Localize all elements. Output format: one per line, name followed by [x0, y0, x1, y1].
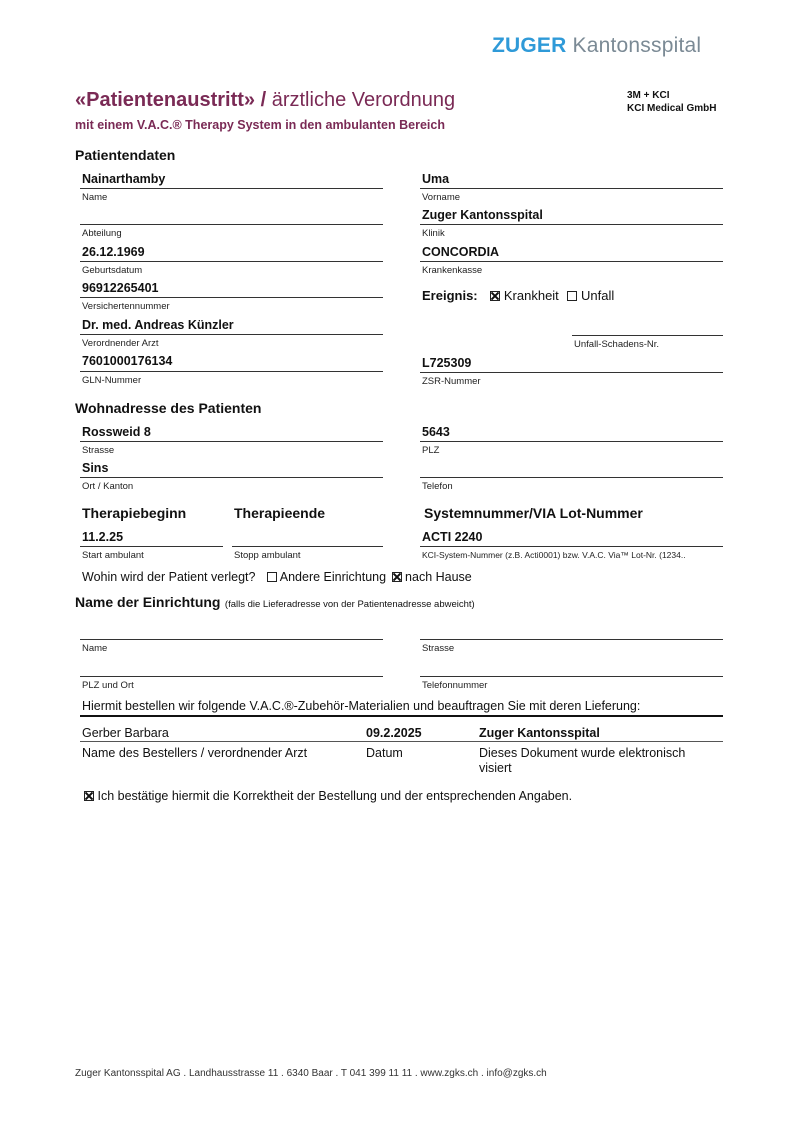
confirm-label: Ich bestätige hiermit die Korrektheit der Bestellung und der entsprechenden Angaben. — [97, 789, 573, 803]
section-wohnadresse: Wohnadresse des Patienten — [75, 400, 262, 416]
field-line — [80, 261, 383, 262]
page-footer: Zuger Kantonsspital AG . Landhausstrasse 11 . 6340 Baar . T 041 399 11 11 . www.zgks.ch . info@zgks.ch — [75, 1068, 547, 1079]
therapieende-label: Stopp ambulant — [234, 550, 301, 561]
field-line — [420, 546, 723, 547]
zsr-label: ZSR-Nummer — [422, 376, 481, 387]
field-line — [80, 639, 383, 640]
supplier-line-1: 3M + KCI — [627, 90, 670, 101]
order-statement: Hiermit bestellen wir folgende V.A.C.®-Zubehör-Materialien und beauftragen Sie mit deren Lieferung: — [82, 699, 641, 713]
field-line — [420, 639, 723, 640]
field-line — [420, 477, 723, 478]
arzt-label: Verordnender Arzt — [82, 338, 159, 349]
signed-label — [479, 746, 685, 776]
therapiebeginn-label: Start ambulant — [82, 550, 144, 561]
section-patientendaten: Patientendaten — [75, 147, 176, 163]
field-line — [80, 441, 383, 442]
einrichtung-name-label: Name — [82, 643, 108, 654]
field-line — [420, 224, 723, 225]
nach-hause-checkbox[interactable] — [392, 572, 402, 582]
page-title — [75, 89, 455, 112]
plz-label: PLZ — [422, 445, 440, 456]
plz-value[interactable]: 5643 — [422, 425, 450, 439]
datum-value[interactable]: 09.2.2025 — [366, 726, 422, 740]
title-prefix: «Patientenaustritt» / — [75, 89, 272, 111]
signed-label-line-2: visiert — [479, 761, 512, 775]
besteller-label: Name des Bestellers / verordnender Arzt — [82, 746, 308, 760]
field-line — [420, 261, 723, 262]
patient-name-value[interactable]: Nainarthamby — [82, 172, 166, 186]
section-einrichtung — [75, 594, 475, 612]
therapiebeginn-heading: Therapiebeginn — [82, 505, 187, 521]
geburtsdatum-label: Geburtsdatum — [82, 265, 143, 276]
nach-hause-label: nach Hause — [405, 570, 472, 584]
field-line — [80, 546, 223, 547]
klinik-label: Klinik — [422, 228, 445, 239]
patient-vorname-value[interactable]: Uma — [422, 172, 450, 186]
krankenkasse-label: Krankenkasse — [422, 265, 483, 276]
unfall-nr-label: Unfall-Schadens-Nr. — [574, 339, 660, 350]
unfall-label: Unfall — [581, 288, 615, 303]
einrichtung-strasse-label: Strasse — [422, 643, 455, 654]
patient-name-label: Name — [82, 192, 108, 203]
logo-bold-text: ZUGER — [492, 34, 567, 57]
field-line — [420, 441, 723, 442]
versicherten-label: Versichertennummer — [82, 301, 170, 312]
field-line — [80, 188, 383, 189]
field-line — [420, 372, 723, 373]
verlegung-question: Wohin wird der Patient verlegt? — [82, 570, 256, 584]
klinik-value[interactable]: Zuger Kantonsspital — [422, 208, 543, 222]
einrichtung-telefon-label: Telefonnummer — [422, 680, 488, 691]
telefon-label: Telefon — [422, 481, 453, 492]
field-line — [80, 297, 383, 298]
strasse-label: Strasse — [82, 445, 115, 456]
einrichtung-note: (falls die Lieferadresse von der Patientenadresse abweicht) — [224, 599, 475, 610]
gln-label: GLN-Nummer — [82, 375, 142, 386]
krankheit-label: Krankheit — [503, 288, 559, 303]
ort-label: Ort / Kanton — [82, 481, 134, 492]
field-line — [80, 224, 383, 225]
supplier-info — [627, 89, 716, 115]
gln-value[interactable]: 7601000176134 — [82, 354, 173, 368]
field-line — [80, 371, 383, 372]
therapieende-heading: Therapieende — [234, 505, 326, 521]
ereignis-label: Ereignis: — [422, 288, 478, 303]
unfall-checkbox[interactable] — [567, 291, 577, 301]
confirm-row — [84, 789, 572, 803]
page-subtitle: mit einem V.A.C.® Therapy System in den ambulanten Bereich — [75, 118, 445, 132]
ereignis-row — [422, 288, 614, 303]
systemnummer-label: KCI-System-Nummer (z.B. Acti0001) bzw. V.A.C. Via™ Lot-Nr. (1234.. — [422, 550, 686, 560]
field-line — [420, 188, 723, 189]
zsr-value[interactable]: L725309 — [422, 356, 472, 370]
field-line — [80, 334, 383, 335]
besteller-value[interactable]: Gerber Barbara — [82, 726, 169, 740]
field-line — [232, 546, 383, 547]
einrichtung-plz-ort-label: PLZ und Ort — [82, 680, 134, 691]
field-line — [572, 335, 723, 336]
strasse-value[interactable]: Rossweid 8 — [82, 425, 151, 439]
einrichtung-heading: Name der Einrichtung — [75, 594, 221, 610]
arzt-value[interactable]: Dr. med. Andreas Künzler — [82, 318, 234, 332]
title-suffix: ärztliche Verordnung — [271, 89, 456, 111]
verlegung-row — [82, 570, 472, 584]
versicherten-value[interactable]: 96912265401 — [82, 281, 159, 295]
supplier-line-2: KCI Medical GmbH — [627, 103, 717, 114]
datum-label: Datum — [366, 746, 403, 760]
patient-vorname-label: Vorname — [422, 192, 461, 203]
therapiebeginn-value[interactable]: 11.2.25 — [82, 530, 124, 544]
systemnummer-heading: Systemnummer/VIA Lot-Nummer — [424, 505, 643, 521]
signed-value[interactable]: Zuger Kantonsspital — [479, 726, 600, 740]
geburtsdatum-value[interactable]: 26.12.1969 — [82, 245, 145, 259]
abteilung-label: Abteilung — [82, 228, 122, 239]
andere-einrichtung-label: Andere Einrichtung — [279, 570, 387, 584]
signed-label-line-1: Dieses Dokument wurde elektronisch — [479, 746, 686, 760]
field-line — [80, 676, 383, 677]
logo-light-text: Kantonsspital — [572, 34, 702, 57]
confirm-checkbox[interactable] — [84, 791, 94, 801]
systemnummer-value[interactable]: ACTI 2240 — [422, 530, 483, 544]
krankheit-checkbox[interactable] — [490, 291, 500, 301]
andere-einrichtung-checkbox[interactable] — [267, 572, 277, 582]
krankenkasse-value[interactable]: CONCORDIA — [422, 245, 500, 259]
order-divider — [80, 715, 723, 717]
field-line — [420, 676, 723, 677]
hospital-logo — [492, 34, 701, 58]
order-row-divider — [80, 741, 723, 742]
field-line — [80, 477, 383, 478]
ort-value[interactable]: Sins — [82, 461, 109, 475]
